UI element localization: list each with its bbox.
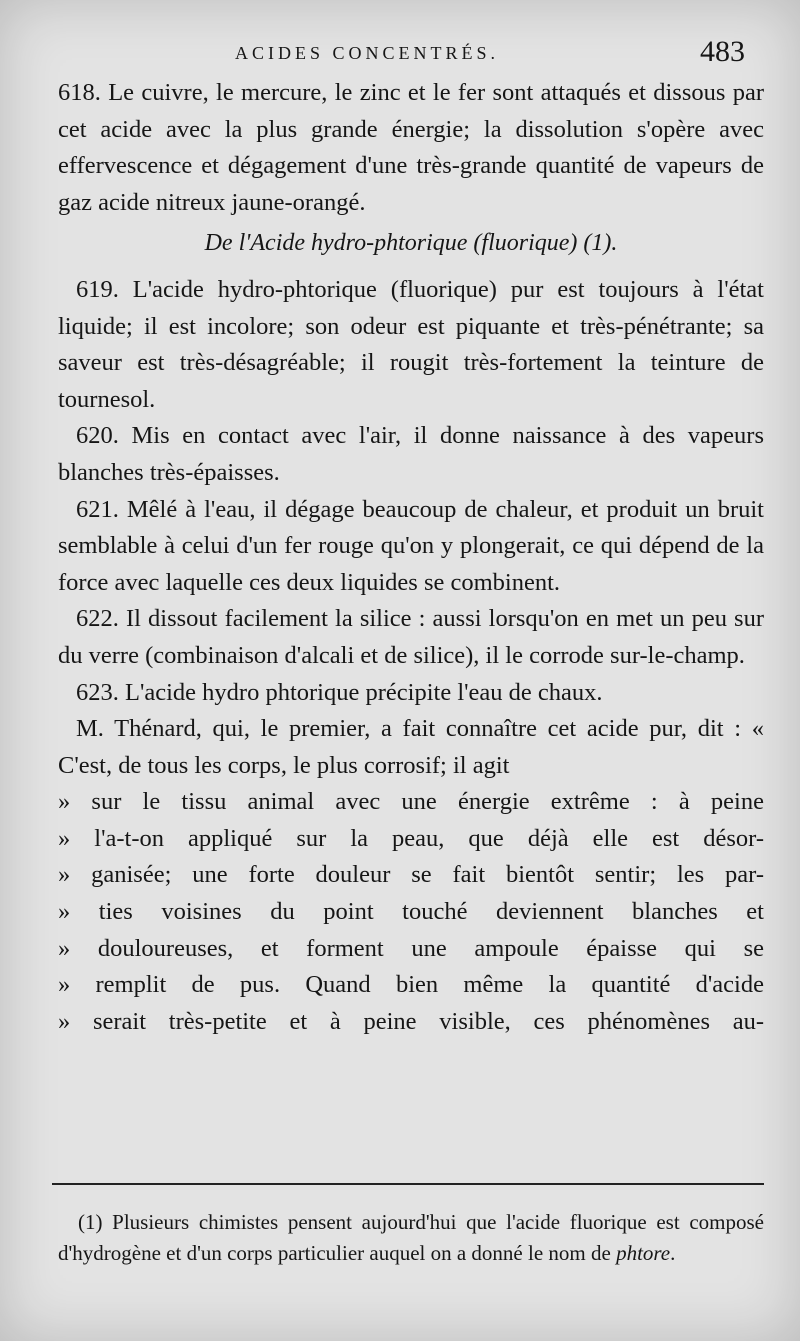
footnote-end: .: [670, 1240, 676, 1265]
footnote-italic-term: phtore: [616, 1240, 671, 1265]
paragraph-623: 623. L'acide hydro phtorique précipite l'eau de chaux.: [76, 678, 603, 706]
page-header: [0, 35, 800, 75]
paragraph-619: 619. L'acide hydro-phtorique (fluorique) pur est toujours à l'état liquide; il est incolore; son odeur est piquante et très-pénétrante; sa saveur est très-désagréable; il rougit très-fortement la teinture de tournesol.: [58, 275, 764, 413]
footnote: [58, 1207, 764, 1268]
page-number: 483: [700, 35, 745, 68]
paragraph-620: 620. Mis en contact avec l'air, il donne naissance à des vapeurs blanches très-épaisses.: [58, 422, 764, 486]
paragraph-621: 621. Mêlé à l'eau, il dégage beaucoup de chaleur, et produit un bruit semblable à celui d'un fer rouge qu'on y plongerait, ce qui dépend de la force avec laquelle ces deux liquides se combinent.: [58, 495, 764, 596]
quote-line: » remplit de pus. Quand bien même la quantité d'acide: [58, 971, 764, 999]
quote-intro: M. Thénard, qui, le premier, a fait connaître cet acide pur, dit : « C'est, de tous les corps, le plus corrosif; il agit: [58, 715, 764, 779]
paragraph-618: 618. Le cuivre, le mercure, le zinc et le fer sont attaqués et dissous par cet acide avec la plus grande énergie; la dissolution s'opère avec effervescence et dégagement d'une très-grande quantité de vapeurs de gaz acide nitreux jaune-orangé.: [58, 79, 764, 216]
running-title: ACIDES CONCENTRÉS.: [235, 43, 500, 63]
section-title: De l'Acide hydro-phtorique (fluorique) (1).: [204, 230, 618, 257]
page-body: [58, 75, 764, 1040]
quote-line: » sur le tissu animal avec une énergie extrême : à peine: [58, 788, 764, 816]
paragraph-622: 622. Il dissout facilement la silice : aussi lorsqu'on en met un peu sur du verre (combinaison d'alcali et de silice), il le corrode sur-le-champ.: [58, 605, 764, 669]
quote-line: » l'a-t-on appliqué sur la peau, que déjà elle est désor-: [58, 824, 764, 852]
quote-line: » serait très-petite et à peine visible, ces phénomènes au-: [58, 1007, 764, 1035]
footnote-text: (1) Plusieurs chimistes pensent aujourd'hui que l'acide fluorique est composé d'hydrogène et d'un corps particulier auquel on a donné le nom de: [58, 1210, 764, 1265]
quote-line: » douloureuses, et forment une ampoule épaisse qui se: [58, 934, 764, 962]
footnote-divider: [52, 1183, 764, 1185]
quote-block: [58, 784, 764, 1040]
quote-line: » ganisée; une forte douleur se fait bientôt sentir; les par-: [58, 861, 764, 889]
quote-line: » ties voisines du point touché deviennent blanches et: [58, 898, 764, 926]
